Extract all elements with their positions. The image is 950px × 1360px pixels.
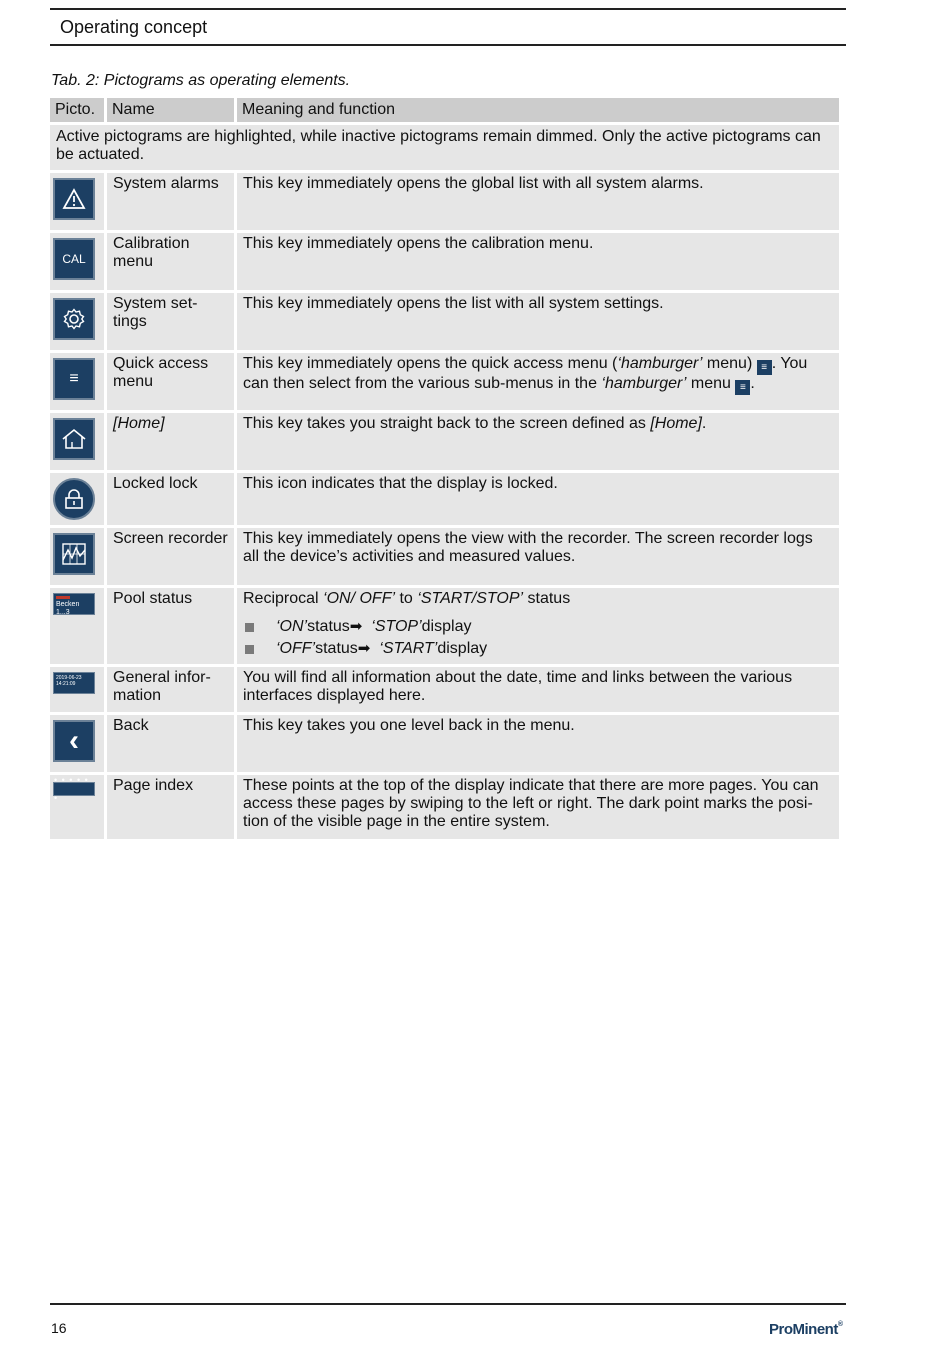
picto-cell: [50, 353, 104, 410]
list-item: [243, 640, 833, 658]
intro-row: [50, 125, 839, 170]
meaning-text: menu: [686, 375, 736, 392]
meaning-cell: This icon indicates that the display is locked.: [237, 473, 839, 525]
hamburger-icon: ≡: [53, 358, 95, 400]
registered-mark: ®: [837, 1321, 843, 1328]
picto-cell: [50, 775, 104, 839]
meaning-text: This key takes you straight back to the screen defined as: [243, 415, 651, 432]
meaning-cell: [237, 353, 839, 410]
back-icon: ‹: [53, 720, 95, 762]
meaning-cell: You will find all information about the date, time and links between the various interfaces displayed here.: [237, 667, 839, 712]
right-arrow-icon: ➡: [349, 618, 363, 635]
bullet-emphasis: ‘ON’: [276, 618, 308, 635]
meaning-emphasis: ‘hamburger’: [601, 375, 687, 392]
name-cell: System set-tings: [107, 293, 234, 350]
bullet-text: status: [307, 618, 350, 635]
name-cell: Page index: [107, 775, 234, 839]
name-cell: Back: [107, 715, 234, 772]
meaning-line: [243, 590, 833, 608]
picto-cell: [50, 588, 104, 664]
name-cell: Screen recorder: [107, 528, 234, 585]
meaning-text: .: [750, 375, 755, 392]
pictogram-table: [47, 95, 842, 842]
meaning-cell: This key immediately opens the list with all system settings.: [237, 293, 839, 350]
brand-logo: [769, 1321, 843, 1338]
meaning-cell: This key immediately opens the global list with all system alarms.: [237, 173, 839, 230]
meaning-text: status: [523, 590, 571, 607]
table-header-row: [50, 98, 839, 122]
pool-status-label-group: [56, 596, 92, 617]
meaning-cell: This key immediately opens the calibration menu.: [237, 233, 839, 290]
table-row: [50, 715, 839, 772]
recorder-icon: [53, 533, 95, 575]
right-arrow-icon: ➡: [357, 640, 371, 657]
bullet-emphasis: ‘STOP’: [371, 618, 422, 635]
warning-triangle-icon: [53, 178, 95, 220]
list-item: [243, 618, 833, 636]
logo-text: ProMinent: [769, 1321, 838, 1338]
bullet-text: display: [421, 618, 472, 635]
hamburger-icon: ≡: [735, 380, 750, 395]
table-row: [50, 667, 839, 712]
name-cell: [107, 413, 234, 470]
picto-cell: [50, 233, 104, 290]
bullet-text: display: [437, 640, 488, 657]
table-row: [50, 293, 839, 350]
meaning-cell: This key takes you one level back in the menu.: [237, 715, 839, 772]
meaning-text: .: [701, 415, 707, 432]
meaning-emphasis: ‘hamburger’: [617, 355, 703, 372]
table-row: [50, 233, 839, 290]
picto-cell: [50, 715, 104, 772]
column-header-meaning: Meaning and function: [237, 98, 839, 122]
picto-cell: [50, 173, 104, 230]
name-cell: General infor-mation: [107, 667, 234, 712]
bullet-square-icon: [245, 645, 254, 654]
lock-icon: [53, 478, 95, 520]
meaning-cell: [237, 588, 839, 664]
gear-icon: [53, 298, 95, 340]
name-cell: Pool status: [107, 588, 234, 664]
pool-status-indicator: [56, 596, 70, 599]
meaning-text: . You can then select from the various sub-menus in the: [243, 355, 808, 392]
table-row: [50, 353, 839, 410]
page-index-icon: • • • • • •: [53, 782, 95, 796]
bullet-text: status: [315, 640, 358, 657]
meaning-emphasis: ‘ON/ OFF’: [323, 590, 396, 607]
meaning-text: to: [395, 590, 418, 607]
table-row: [50, 588, 839, 664]
page-number: 16: [51, 1320, 67, 1336]
meaning-cell: [237, 413, 839, 470]
column-header-name: Name: [107, 98, 234, 122]
picto-cell: [50, 293, 104, 350]
table-caption: Tab. 2: Pictograms as operating elements.: [51, 72, 351, 89]
meaning-emphasis: ‘START/STOP’: [417, 590, 524, 607]
pool-status-label: Becken 1...3: [56, 601, 80, 616]
bullet-emphasis: ‘START’: [379, 640, 438, 657]
page-header: [50, 8, 846, 46]
bullet-square-icon: [245, 623, 254, 632]
intro-text: Active pictograms are highlighted, while inactive pictograms remain dimmed. Only the active pictograms can be actuated.: [50, 125, 839, 170]
meaning-text: menu): [702, 355, 757, 372]
table-row: [50, 413, 839, 470]
general-info-icon: 2019-06-23 14:21:09: [53, 672, 95, 694]
name-cell: Quick access menu: [107, 353, 234, 410]
cal-icon: CAL: [53, 238, 95, 280]
meaning-emphasis: [Home]: [650, 415, 702, 432]
meaning-cell: This key immediately opens the view with the recorder. The screen recorder logs all the device’s activities and measured values.: [237, 528, 839, 585]
meaning-text: This key immediately opens the quick access menu (: [243, 355, 618, 372]
table-row: [50, 173, 839, 230]
meaning-cell: These points at the top of the display indicate that there are more pages. You can access these pages by swiping to the left or right. The dark point marks the posi-tion of the visible page in the entire system.: [237, 775, 839, 839]
section-title: Operating concept: [60, 17, 208, 37]
picto-cell: [50, 528, 104, 585]
column-header-picto: Picto.: [50, 98, 104, 122]
table-row: [50, 473, 839, 525]
picto-cell: [50, 667, 104, 712]
name-emphasis: [Home]: [113, 415, 165, 432]
picto-cell: [50, 413, 104, 470]
name-cell: Calibration menu: [107, 233, 234, 290]
picto-cell: [50, 473, 104, 525]
footer-divider: [50, 1303, 846, 1305]
bullet-emphasis: ‘OFF’: [276, 640, 316, 657]
hamburger-icon: ≡: [757, 360, 772, 375]
home-icon: [53, 418, 95, 460]
pool-status-icon: [53, 593, 95, 615]
name-cell: Locked lock: [107, 473, 234, 525]
table-row: [50, 528, 839, 585]
meaning-text: Reciprocal: [243, 590, 324, 607]
name-cell: System alarms: [107, 173, 234, 230]
table-row: [50, 775, 839, 839]
